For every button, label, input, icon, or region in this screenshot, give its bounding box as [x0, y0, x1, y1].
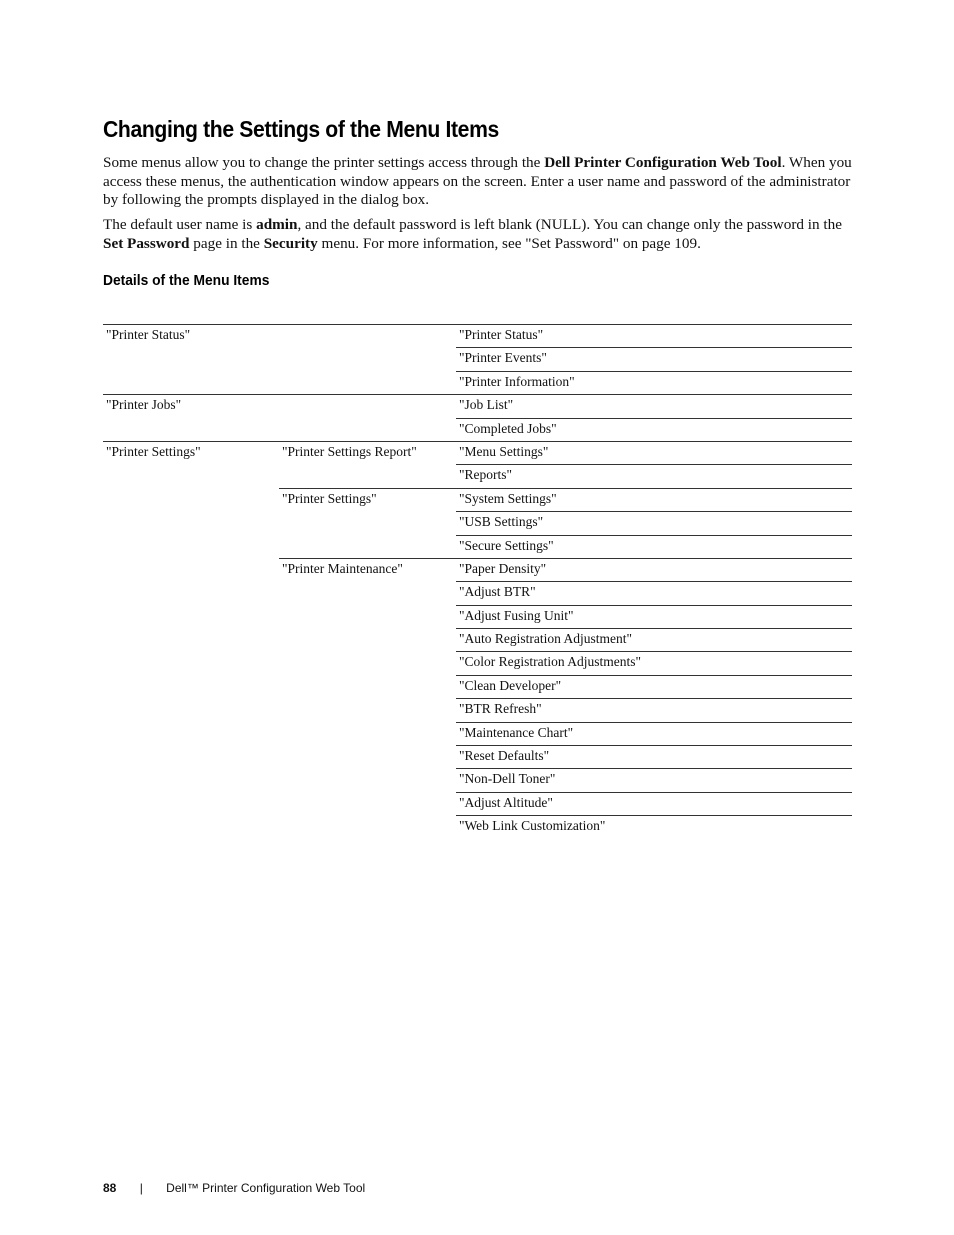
menu-cell [103, 792, 279, 815]
intro-text: Some menus allow you to change the printer settings access through the [103, 154, 545, 171]
table-row [103, 324, 852, 347]
table-row [103, 605, 852, 628]
menu-cell [103, 651, 279, 674]
item-cell: "Non-Dell Toner" [456, 768, 852, 791]
submenu-cell: "Printer Settings Report" [279, 441, 456, 464]
table-row [103, 722, 852, 745]
submenu-cell [279, 605, 456, 628]
submenu-cell [279, 581, 456, 604]
submenu-cell [279, 628, 456, 651]
intro-text: , and the default password is left blank (NULL). You can change only the password in the [297, 216, 842, 233]
submenu-cell [279, 324, 456, 347]
submenu-cell: "Printer Settings" [279, 488, 456, 511]
item-cell: "Printer Status" [456, 324, 852, 347]
page-footer [103, 1181, 365, 1195]
submenu-cell [279, 675, 456, 698]
submenu-cell [279, 768, 456, 791]
table-row [103, 651, 852, 674]
intro-text: page in the [189, 234, 264, 252]
submenu-cell [279, 511, 456, 534]
menu-cell [103, 675, 279, 698]
submenu-cell: "Printer Maintenance" [279, 558, 456, 581]
item-cell: "Reset Defaults" [456, 745, 852, 768]
table-row [103, 628, 852, 651]
menu-items-table [103, 324, 852, 839]
item-cell: "Printer Information" [456, 371, 852, 394]
item-cell: "Printer Events" [456, 347, 852, 370]
item-cell: "Web Link Customization" [456, 815, 852, 838]
table-row [103, 792, 852, 815]
menu-cell [103, 605, 279, 628]
page-number: 88 [103, 1181, 117, 1195]
footer-title: Dell™ Printer Configuration Web Tool [166, 1181, 366, 1195]
item-cell: "Job List" [456, 394, 852, 417]
submenu-cell [279, 371, 456, 394]
item-cell: "Clean Developer" [456, 675, 852, 698]
table-row [103, 464, 852, 487]
submenu-cell [279, 394, 456, 417]
item-cell: "System Settings" [456, 488, 852, 511]
submenu-cell [279, 792, 456, 815]
item-cell: "Adjust Altitude" [456, 792, 852, 815]
table-row [103, 441, 852, 464]
subsection-heading: Details of the Menu Items [103, 272, 270, 289]
table-row [103, 371, 852, 394]
item-cell: "Completed Jobs" [456, 418, 852, 441]
submenu-cell [279, 722, 456, 745]
table-row [103, 535, 852, 558]
table-row [103, 394, 852, 417]
item-cell: "Auto Registration Adjustment" [456, 628, 852, 651]
submenu-cell [279, 418, 456, 441]
table-row [103, 675, 852, 698]
menu-cell [103, 418, 279, 441]
submenu-cell [279, 698, 456, 721]
submenu-cell [279, 651, 456, 674]
table-row [103, 558, 852, 581]
menu-cell [103, 371, 279, 394]
table-row [103, 488, 852, 511]
menu-cell [103, 558, 279, 581]
menu-cell [103, 488, 279, 511]
menu-cell [103, 628, 279, 651]
item-cell: "Maintenance Chart" [456, 722, 852, 745]
intro-text: menu. For more information, see "Set Password" on page 109. [317, 234, 701, 252]
item-cell: "Color Registration Adjustments" [456, 651, 852, 674]
tool-name-bold: Dell Printer Configuration Web Tool [544, 154, 782, 171]
menu-cell [103, 745, 279, 768]
menu-cell [103, 722, 279, 745]
table-row [103, 745, 852, 768]
submenu-cell [279, 464, 456, 487]
item-cell: "Reports" [456, 464, 852, 487]
table-row [103, 768, 852, 791]
menu-cell [103, 511, 279, 534]
item-cell: "Adjust Fusing Unit" [456, 605, 852, 628]
item-cell: "Adjust BTR" [456, 581, 852, 604]
table-row [103, 418, 852, 441]
menu-cell [103, 698, 279, 721]
item-cell: "Paper Density" [456, 558, 852, 581]
menu-cell [103, 347, 279, 370]
item-cell: "BTR Refresh" [456, 698, 852, 721]
item-cell: "Secure Settings" [456, 535, 852, 558]
security-bold: Security [263, 234, 318, 252]
menu-cell: "Printer Status" [103, 324, 279, 347]
submenu-cell [279, 815, 456, 838]
submenu-cell [279, 745, 456, 768]
menu-cell [103, 581, 279, 604]
intro-text: . When you access these menus, the authentication window appears on the screen. Enter a user name and password of the administrator by following the prompts displayed in the dialog box. [103, 154, 852, 208]
intro-paragraph-1 [103, 154, 853, 210]
table-row [103, 511, 852, 534]
menu-cell: "Printer Jobs" [103, 394, 279, 417]
menu-cell [103, 535, 279, 558]
item-cell: "USB Settings" [456, 511, 852, 534]
table-row [103, 698, 852, 721]
footer-separator: | [139, 1181, 143, 1195]
submenu-cell [279, 535, 456, 558]
section-heading: Changing the Settings of the Menu Items [103, 116, 499, 142]
menu-cell [103, 768, 279, 791]
table-row [103, 581, 852, 604]
table-row [103, 815, 852, 838]
intro-text: The default user name is [103, 216, 257, 233]
menu-cell [103, 464, 279, 487]
menu-cell: "Printer Settings" [103, 441, 279, 464]
intro-paragraph-2 [103, 216, 853, 253]
table-row [103, 347, 852, 370]
submenu-cell [279, 347, 456, 370]
default-username-bold: admin [256, 216, 298, 233]
menu-cell [103, 815, 279, 838]
set-password-bold: Set Password [103, 234, 190, 252]
item-cell: "Menu Settings" [456, 441, 852, 464]
